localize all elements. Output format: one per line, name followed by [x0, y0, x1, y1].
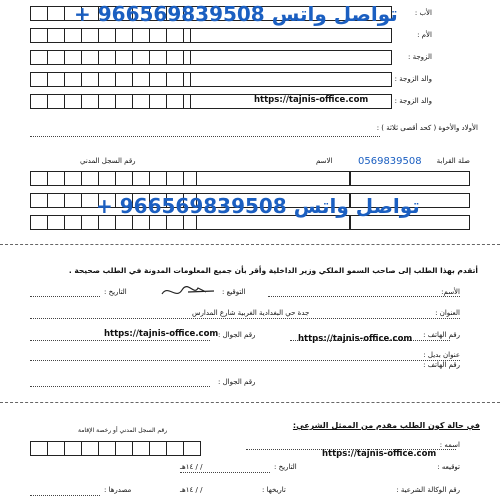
agent-signature-label: توقيعه : — [437, 463, 460, 471]
agency-source-label: مصدرها : — [104, 486, 132, 494]
col-header-civil-record: رقم السجل المدني — [80, 157, 136, 165]
applicant-signature — [158, 282, 218, 302]
url-watermark-1: https://tajnis-office.com — [254, 95, 369, 105]
mother-label: الأم : — [417, 31, 432, 39]
alt-address-line[interactable] — [30, 360, 460, 361]
col-header-relation: صلة القرابة — [436, 157, 470, 165]
father-label: الأب : — [414, 9, 432, 17]
phone-watermark: 0569839508 — [358, 156, 422, 167]
section-divider-2 — [0, 402, 500, 403]
url-watermark-4: https://tajnis-office.com — [322, 449, 437, 459]
child1-relation-field[interactable] — [350, 171, 470, 186]
child1-name-field[interactable] — [196, 171, 350, 186]
mobile-line-2[interactable] — [30, 386, 210, 387]
applicant-name-label: الأسم: — [441, 288, 460, 296]
agent-name-label: اسمه : — [439, 441, 460, 449]
mobile-label: رقم الجوال : — [218, 331, 256, 339]
agency-date-value[interactable]: / / ١٤هـ — [180, 486, 203, 494]
mother-of-wife-civil-boxes[interactable] — [30, 94, 200, 109]
wife-label: الزوجة : — [408, 53, 432, 61]
whatsapp-watermark-top: تواصل واتس 966569839508 + — [74, 2, 398, 26]
applicant-name-line[interactable] — [268, 296, 460, 297]
address-line[interactable] — [30, 318, 460, 319]
father-of-wife-civil-boxes[interactable] — [30, 72, 200, 87]
father-of-wife-label: والد الزوجة : — [394, 75, 432, 83]
mother-name-field[interactable] — [190, 28, 392, 43]
agent-civil-boxes[interactable] — [30, 441, 200, 456]
phone-label-2: رقم الهاتف : — [423, 361, 460, 369]
father-of-wife-name-field[interactable] — [190, 72, 392, 87]
col-header-name: الاسم — [316, 157, 333, 165]
applicant-date-label: التاريخ : — [104, 288, 127, 296]
agent-date-label: التاريخ : — [274, 463, 297, 471]
declaration-text: أتقدم بهذا الطلب إلى صاحب السمو الملكي وزير الداخلية وأقر بأن جميع المعلومات المدونة في الطلب صحيحة . — [68, 266, 478, 275]
agency-source-line[interactable] — [30, 495, 100, 496]
children-label: الأولاد والأخوة ( كحد أقصى ثلاثة ) : — [376, 124, 478, 132]
url-watermark-3: https://tajnis-office.com — [298, 334, 413, 344]
alt-address-label: عنوان بديل : — [423, 351, 460, 359]
address-value: جدة حي البغدادية الغربية شارع المدارس — [192, 309, 310, 317]
wife-civil-boxes[interactable] — [30, 50, 200, 65]
agent-section-title: في حالة كون الطلب مقدم من الممثل الشرعي: — [292, 421, 480, 430]
agent-date-line — [180, 472, 270, 473]
wife-name-field[interactable] — [190, 50, 392, 65]
mother-civil-boxes[interactable] — [30, 28, 200, 43]
applicant-signature-label: التوقيع : — [222, 288, 246, 296]
address-label: العنوان : — [435, 309, 460, 317]
mother-of-wife-label: والد الزوجة : — [394, 97, 432, 105]
mobile-label-2: رقم الجوال : — [218, 378, 256, 386]
agency-number-label: رقم الوكالة الشرعية : — [396, 486, 460, 494]
section-divider-1 — [0, 244, 500, 245]
agency-date-label: تاريخها : — [262, 486, 286, 494]
url-watermark-2: https://tajnis-office.com — [104, 329, 219, 339]
mobile-line[interactable] — [30, 340, 210, 341]
phone-label: رقم الهاتف : — [423, 331, 460, 339]
whatsapp-watermark-middle: تواصل واتس 966569839508 + — [96, 194, 420, 218]
agent-civil-record-label: رقم السجل المدني أو رخصة الإقامة — [78, 427, 168, 434]
agent-date-value[interactable]: / / ١٤هـ — [180, 463, 203, 471]
applicant-date-line[interactable] — [30, 296, 100, 297]
children-line — [30, 136, 380, 137]
child1-civil-boxes[interactable] — [30, 171, 200, 186]
